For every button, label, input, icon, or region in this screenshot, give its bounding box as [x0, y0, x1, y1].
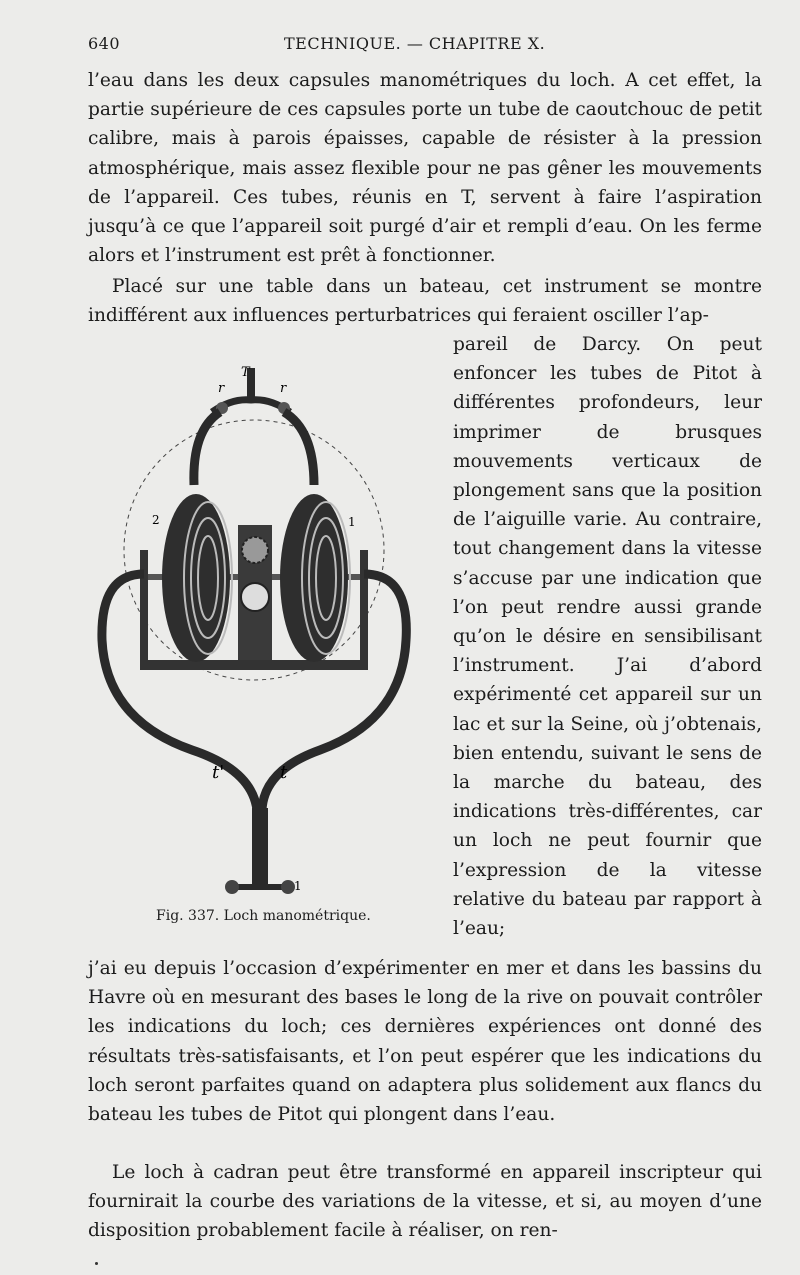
running-head: TECHNIQUE. — CHAPITRE X. [284, 34, 546, 53]
left-capsule [162, 494, 230, 662]
right-upper-tube [284, 412, 314, 485]
label-1: 1 [348, 515, 356, 529]
pitot-pipe [252, 808, 268, 886]
figure-loch-manometrique [92, 360, 422, 905]
frame-left-post [140, 550, 148, 670]
pulley [241, 583, 269, 611]
label-r-right: r [280, 381, 287, 396]
label-2: 2 [152, 513, 160, 527]
label-bottom-1: 1 [294, 879, 302, 893]
paragraph-3: Le loch à cadran peut être transformé en appareil inscripteur qui fournirait la courbe des variations de la vitesse, et si, au moyen d’une disposition probablement facile à réaliser, on ren- [88, 1162, 762, 1242]
pinion-gear [242, 537, 268, 563]
frame-right-post [360, 550, 368, 670]
left-upper-tube [194, 412, 220, 485]
paragraph-2-end: j’ai eu depuis l’occasion d’expérimenter en mer et dans les bassins du Havre où en mesurant des bases le long de la rive on pouvait contrôler les indications du loch; ces dernières expériences ont donné des résultats très-satisfaisants, et l’on peut espérer que les indications du loch seront parfaites quand on adaptera plus solidement aux flancs du bateau les tubes de Pitot qui plongent dans l’eau. [88, 958, 762, 1126]
page-speck [95, 1262, 98, 1265]
label-t-prime: t' [212, 762, 225, 783]
paragraph-2-beside-figure: pareil de Darcy. On peut enfoncer les tubes de Pitot à différentes profondeurs, leur imprimer de brusques mouvements verticaux de plongement sans que la position de l’aiguille varie. Au contraire, tout changement dans la vitesse s’accuse par une indication que l’on peut rendre aussi grande qu’on le désire en sensibilisant l’instrument. J’ai d’abord expérimenté cet appareil sur un lac et sur la Seine, où j’obtenais, bien entendu, suivant le sens de la marche du bateau, des indications très-différentes, car un loch ne peut fournir que l’expression de la vitesse relative du bateau par rapport à l’eau; [453, 334, 762, 940]
right-capsule [280, 494, 348, 662]
loch-illustration [92, 360, 422, 905]
frame-base [140, 660, 368, 670]
page-number: 640 [88, 34, 121, 53]
label-t: t [280, 762, 288, 783]
page-header [88, 34, 760, 58]
paragraph-1: l’eau dans les deux capsules manométriques du loch. A cet effet, la partie supérieure de ces capsules porte un tube de caoutchouc de petit calibre, mais à parois épaisses, capable de résister à la pression atmosphérique, mais assez flexible pour ne pas gêner les mouvements de l’appareil. Ces tubes, réunis en T, servent à faire l’aspiration jusqu’à ce que l’appareil soit purgé d’air et rempli d’eau. On les ferme alors et l’instrument est prêt à fonctionner. [88, 70, 762, 267]
pitot-right-end [281, 880, 295, 894]
figure-caption: Fig. 337. Loch manométrique. [156, 908, 371, 924]
label-T: T [241, 365, 250, 380]
paragraph-2-start: Placé sur une table dans un bateau, cet instrument se montre indifférent aux influences perturbatrices qui feraient osciller l’ap- [88, 276, 762, 327]
pitot-left-end [225, 880, 239, 894]
label-r-left: r [218, 381, 225, 396]
